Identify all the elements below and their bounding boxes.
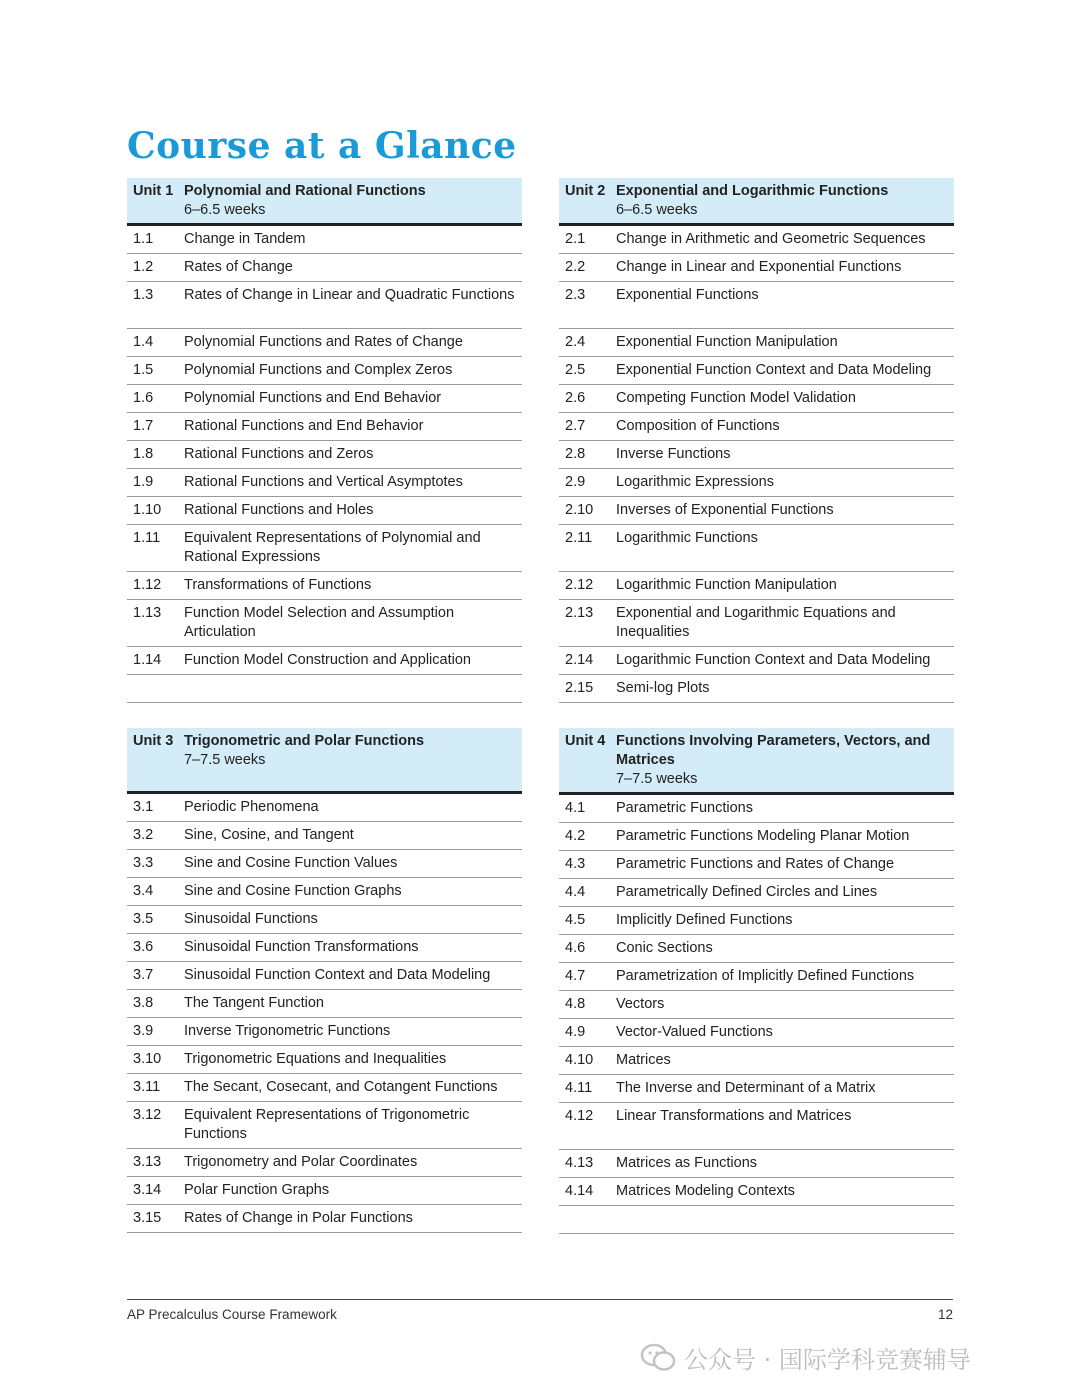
topic-row — [127, 1018, 522, 1046]
topic-row — [559, 497, 954, 525]
topic-number: 3.9 — [133, 1023, 154, 1039]
topic-number: 4.8 — [565, 996, 586, 1012]
topic-number: 3.7 — [133, 967, 154, 983]
topic-title: Exponential Function Manipulation — [616, 334, 838, 350]
topic-title: Linear Transformations and Matrices — [616, 1108, 852, 1124]
footer-divider — [127, 1299, 953, 1300]
topic-title: Matrices as Functions — [616, 1155, 758, 1171]
topic-title: The Secant, Cosecant, and Cotangent Functions — [184, 1079, 498, 1095]
wechat-icon — [640, 1343, 676, 1373]
topic-title: Logarithmic Function Manipulation — [616, 577, 837, 593]
topic-row — [127, 497, 522, 525]
topic-number: 4.10 — [565, 1052, 594, 1068]
topic-row — [559, 282, 954, 329]
topic-row — [127, 441, 522, 469]
topic-title: Sinusoidal Function Transformations — [184, 939, 419, 955]
topic-number: 1.1 — [133, 231, 154, 247]
topic-title: Matrices — [616, 1052, 671, 1068]
topic-title: Matrices Modeling Contexts — [616, 1183, 795, 1199]
topic-row — [127, 794, 522, 822]
topic-title: Equivalent Representations of Trigonometric Functions — [184, 1107, 470, 1142]
topic-number: 4.11 — [565, 1080, 593, 1096]
topic-title: Parametric Functions and Rates of Change — [616, 856, 895, 872]
topic-title: Sinusoidal Function Context and Data Modeling — [184, 967, 491, 983]
topic-number: 4.5 — [565, 912, 586, 928]
topic-title: Logarithmic Function Context and Data Modeling — [616, 652, 931, 668]
topic-number: 3.15 — [133, 1210, 162, 1226]
topic-row — [559, 357, 954, 385]
topic-number: 3.12 — [133, 1107, 162, 1123]
unit-header — [559, 178, 954, 226]
topic-row — [127, 1177, 522, 1205]
topic-row — [127, 329, 522, 357]
topic-row — [559, 1103, 954, 1150]
topic-row — [559, 991, 954, 1019]
topic-title: Parametrically Defined Circles and Lines — [616, 884, 878, 900]
watermark — [640, 1340, 971, 1375]
topic-number: 3.3 — [133, 855, 154, 871]
topic-number: 1.12 — [133, 577, 162, 593]
topic-row — [127, 1074, 522, 1102]
topic-title: Change in Tandem — [184, 231, 306, 247]
unit-4-table — [559, 728, 954, 1234]
topic-row — [127, 572, 522, 600]
topic-row — [127, 962, 522, 990]
topic-title: Vector-Valued Functions — [616, 1024, 773, 1040]
topic-number: 1.11 — [133, 530, 161, 546]
topic-number: 1.8 — [133, 446, 154, 462]
topic-row — [559, 1019, 954, 1047]
topic-number: 3.1 — [133, 799, 154, 815]
topic-number: 2.4 — [565, 334, 586, 350]
topic-title: Implicitly Defined Functions — [616, 912, 793, 928]
topic-title: Trigonometry and Polar Coordinates — [184, 1154, 418, 1170]
topic-row — [559, 226, 954, 254]
topic-number: 4.14 — [565, 1183, 594, 1199]
topic-row — [127, 385, 522, 413]
topic-row — [559, 441, 954, 469]
topic-title: Rates of Change — [184, 259, 293, 275]
empty-row — [559, 1206, 954, 1234]
topic-title: Competing Function Model Validation — [616, 390, 856, 406]
topic-title: Periodic Phenomena — [184, 799, 319, 815]
topic-title: Semi-log Plots — [616, 680, 710, 696]
topic-number: 4.4 — [565, 884, 586, 900]
watermark-text: 公众号 · 国际学科竞赛辅导 — [684, 1346, 971, 1374]
topic-row — [127, 413, 522, 441]
topic-title: Logarithmic Expressions — [616, 474, 774, 490]
topic-number: 1.13 — [133, 605, 162, 621]
topic-title: Exponential Function Context and Data Modeling — [616, 362, 932, 378]
topic-row — [559, 1150, 954, 1178]
topic-title: Parametrization of Implicitly Defined Functions — [616, 968, 915, 984]
topic-title: Exponential Functions — [616, 287, 759, 303]
unit-title: Trigonometric and Polar Functions — [184, 733, 425, 749]
topic-number: 4.1 — [565, 800, 586, 816]
topic-number: 4.6 — [565, 940, 586, 956]
topic-number: 2.15 — [565, 680, 594, 696]
topic-row — [127, 647, 522, 675]
topic-title: Sine, Cosine, and Tangent — [184, 827, 354, 843]
topic-number: 1.14 — [133, 652, 162, 668]
topic-number: 2.10 — [565, 502, 594, 518]
topic-number: 3.4 — [133, 883, 154, 899]
unit-label: Unit 2 — [565, 183, 606, 199]
topic-number: 4.2 — [565, 828, 586, 844]
footer-title: AP Precalculus Course Framework — [127, 1307, 337, 1322]
topic-row — [559, 647, 954, 675]
topic-row — [127, 282, 522, 329]
topic-row — [127, 600, 522, 647]
topic-row — [559, 572, 954, 600]
topic-row — [559, 823, 954, 851]
topic-title: Inverse Functions — [616, 446, 731, 462]
topic-number: 2.5 — [565, 362, 586, 378]
topic-number: 1.2 — [133, 259, 154, 275]
topic-number: 2.7 — [565, 418, 586, 434]
topic-title: Polynomial Functions and End Behavior — [184, 390, 442, 406]
topic-row — [127, 226, 522, 254]
topic-number: 1.6 — [133, 390, 154, 406]
topic-row — [127, 1102, 522, 1149]
unit-weeks: 7–7.5 weeks — [616, 771, 698, 787]
topic-number: 2.9 — [565, 474, 586, 490]
topic-title: Equivalent Representations of Polynomial and Rational Expressions — [184, 530, 481, 565]
topic-title: Inverses of Exponential Functions — [616, 502, 834, 518]
topic-number: 3.8 — [133, 995, 154, 1011]
topic-title: Inverse Trigonometric Functions — [184, 1023, 391, 1039]
topic-number: 3.6 — [133, 939, 154, 955]
topic-row — [127, 1046, 522, 1074]
topic-number: 2.1 — [565, 231, 586, 247]
topic-title: Rational Functions and End Behavior — [184, 418, 424, 434]
unit-weeks: 6–6.5 weeks — [616, 202, 698, 218]
topic-title: The Tangent Function — [184, 995, 324, 1011]
unit-3-table — [127, 728, 522, 1233]
topic-list — [127, 226, 522, 703]
unit-weeks: 6–6.5 weeks — [184, 202, 266, 218]
topic-number: 2.8 — [565, 446, 586, 462]
topic-row — [127, 254, 522, 282]
topic-number: 2.14 — [565, 652, 594, 668]
topic-number: 2.12 — [565, 577, 594, 593]
topic-row — [559, 385, 954, 413]
topic-number: 2.6 — [565, 390, 586, 406]
topic-row — [559, 795, 954, 823]
topic-title: Sinusoidal Functions — [184, 911, 318, 927]
topic-number: 3.5 — [133, 911, 154, 927]
topic-title: Rates of Change in Linear and Quadratic Functions — [184, 287, 515, 303]
topic-number: 2.2 — [565, 259, 586, 275]
topic-title: The Inverse and Determinant of a Matrix — [616, 1080, 876, 1096]
topic-row — [559, 907, 954, 935]
topic-title: Rates of Change in Polar Functions — [184, 1210, 413, 1226]
topic-list — [127, 794, 522, 1233]
topic-title: Parametric Functions Modeling Planar Motion — [616, 828, 910, 844]
topic-row — [127, 934, 522, 962]
topic-title: Polynomial Functions and Complex Zeros — [184, 362, 453, 378]
unit-1-table — [127, 178, 522, 703]
topic-row — [127, 469, 522, 497]
topic-list — [559, 226, 954, 703]
topic-row — [559, 413, 954, 441]
topic-title: Composition of Functions — [616, 418, 780, 434]
topic-row — [127, 525, 522, 572]
topic-title: Parametric Functions — [616, 800, 753, 816]
topic-number: 4.9 — [565, 1024, 586, 1040]
topic-row — [559, 525, 954, 572]
topic-title: Vectors — [616, 996, 665, 1012]
topic-title: Function Model Selection and Assumption Articulation — [184, 605, 455, 640]
topic-row — [559, 879, 954, 907]
topic-number: 1.7 — [133, 418, 154, 434]
topic-row — [559, 963, 954, 991]
topic-number: 4.7 — [565, 968, 586, 984]
topic-number: 1.10 — [133, 502, 162, 518]
unit-2-table — [559, 178, 954, 703]
topic-number: 2.13 — [565, 605, 594, 621]
topic-title: Change in Arithmetic and Geometric Sequences — [616, 231, 926, 247]
topic-row — [127, 357, 522, 385]
topic-row — [127, 990, 522, 1018]
unit-header — [127, 178, 522, 226]
topic-title: Exponential and Logarithmic Equations and Inequalities — [616, 605, 896, 640]
topic-title: Conic Sections — [616, 940, 713, 956]
topic-title: Rational Functions and Vertical Asymptotes — [184, 474, 463, 490]
topic-number: 4.3 — [565, 856, 586, 872]
unit-title: Polynomial and Rational Functions — [184, 183, 426, 199]
topic-title: Transformations of Functions — [184, 577, 372, 593]
topic-number: 1.4 — [133, 334, 154, 350]
topic-row — [127, 822, 522, 850]
topic-row — [559, 254, 954, 282]
topic-row — [559, 675, 954, 703]
unit-label: Unit 1 — [133, 183, 174, 199]
topic-row — [559, 1047, 954, 1075]
topic-number: 4.13 — [565, 1155, 594, 1171]
topic-number: 3.13 — [133, 1154, 162, 1170]
unit-label: Unit 3 — [133, 733, 174, 749]
unit-label: Unit 4 — [565, 733, 606, 749]
topic-title: Polynomial Functions and Rates of Change — [184, 334, 463, 350]
topic-row — [127, 1149, 522, 1177]
topic-list — [559, 795, 954, 1234]
empty-row — [127, 675, 522, 703]
topic-row — [127, 906, 522, 934]
page-number: 12 — [937, 1307, 953, 1322]
unit-weeks: 7–7.5 weeks — [184, 752, 266, 768]
topic-title: Logarithmic Functions — [616, 530, 758, 546]
topic-title: Change in Linear and Exponential Functions — [616, 259, 902, 275]
topic-row — [127, 1205, 522, 1233]
unit-header — [127, 728, 522, 794]
unit-title: Exponential and Logarithmic Functions — [616, 183, 889, 199]
topic-title: Rational Functions and Holes — [184, 502, 374, 518]
topic-row — [559, 469, 954, 497]
topic-number: 1.9 — [133, 474, 154, 490]
unit-title: Functions Involving Parameters, Vectors, and Matrices — [616, 733, 931, 768]
topic-number: 3.2 — [133, 827, 154, 843]
topic-number: 1.5 — [133, 362, 154, 378]
topic-row — [559, 1178, 954, 1206]
topic-row — [127, 850, 522, 878]
topic-title: Rational Functions and Zeros — [184, 446, 374, 462]
topic-title: Sine and Cosine Function Values — [184, 855, 398, 871]
topic-title: Function Model Construction and Application — [184, 652, 471, 668]
topic-number: 2.3 — [565, 287, 586, 303]
unit-header — [559, 728, 954, 795]
topic-number: 2.11 — [565, 530, 593, 546]
topic-number: 4.12 — [565, 1108, 594, 1124]
topic-number: 3.10 — [133, 1051, 162, 1067]
topic-row — [559, 851, 954, 879]
topic-row — [559, 1075, 954, 1103]
topic-title: Polar Function Graphs — [184, 1182, 330, 1198]
page-title: Course at a Glance — [127, 125, 517, 167]
topic-row — [559, 935, 954, 963]
topic-row — [127, 878, 522, 906]
topic-title: Sine and Cosine Function Graphs — [184, 883, 402, 899]
topic-number: 3.14 — [133, 1182, 162, 1198]
topic-row — [559, 329, 954, 357]
topic-row — [559, 600, 954, 647]
topic-title: Trigonometric Equations and Inequalities — [184, 1051, 447, 1067]
topic-number: 1.3 — [133, 287, 154, 303]
topic-number: 3.11 — [133, 1079, 161, 1095]
